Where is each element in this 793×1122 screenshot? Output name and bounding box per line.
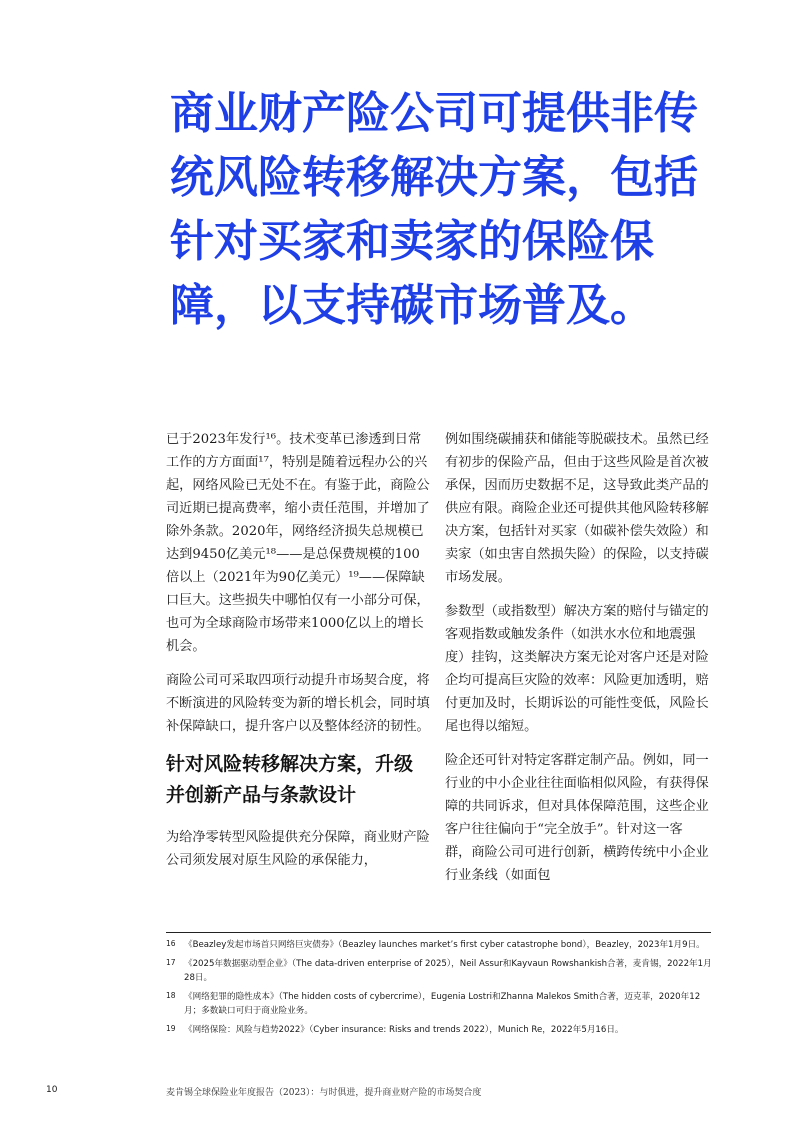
- headline: 商业财产险公司可提供非传统风险转移解决方案，包括针对买家和卖家的保险保障，以支持碳市场普及。: [170, 88, 698, 331]
- body-paragraph: 商险公司可采取四项行动提升市场契合度，将不断演进的风险转变为新的增长机会，同时填补保障缺口，提升客户以及整体经济的韧性。: [166, 673, 430, 734]
- footnote-number: 19: [166, 1024, 176, 1033]
- body-paragraph: 例如围绕碳捕获和储能等脱碳技术。虽然已经有初步的保险产品，但由于这些风险是首次被承保，因而历史数据不足，这导致此类产品的供应有限。商险企业还可提供其他风险转移解决方案，包括针对买家（如碳补偿失效险）和卖家（如虫害自然损失险）的保险，以支持碳市场发展。: [445, 432, 709, 585]
- running-title: 麦肯锡全球保险业年度报告（2023）：与时俱进，提升商业财产险的市场契合度: [166, 1088, 482, 1098]
- footnote: [166, 1023, 714, 1037]
- footnote-number: 17: [166, 958, 176, 967]
- footnotes: [166, 938, 714, 1042]
- right-column: [445, 428, 709, 898]
- body-paragraph: 险企还可针对特定客群定制产品。例如，同一行业的中小企业往往面临相似风险，有获得保障的共同诉求，但对具体保障范围，这些企业客户往往偏向于“完全放手”。针对这一客群，商险公司可进行创新，横跨传统中小企业行业条线（如面包: [445, 753, 709, 883]
- footnote: [166, 938, 714, 952]
- footnote: [166, 990, 714, 1018]
- footnote-number: 16: [166, 939, 176, 948]
- footnote-number: 18: [166, 991, 176, 1000]
- page-number: 10: [46, 1085, 58, 1095]
- footnote-divider: [166, 932, 711, 933]
- body-paragraph: 为给净零转型风险提供充分保障，商业财产险公司须发展对原生风险的承保能力，: [166, 830, 430, 868]
- section-heading: 针对风险转移解决方案，升级并创新产品与条款设计: [166, 753, 414, 806]
- footnote: [166, 957, 714, 985]
- footnote-text: 《2025年数据驱动型企业》（The data-driven enterprise of 2025），Neil Assur和Kayvaun Rowshankish合著，麦肯锡，2022年1月28日。: [184, 959, 712, 983]
- body-paragraph: 已于2023年发行¹⁶。技术变革已渗透到日常工作的方方面面¹⁷，特别是随着远程办公的兴起，网络风险已无处不在。有鉴于此，商险公司近期已提高费率，缩小责任范围，并增加了除外条款。2020年，网络经济损失总规模已达到9450亿美元¹⁸——是总保费规模的100倍以上（2021年为90亿美元）¹⁹——保障缺口巨大。这些损失中哪怕仅有一小部分可保，也可为全球商险市场带来1000亿以上的增长机会。: [166, 432, 430, 654]
- footnote-text: 《网络犯罪的隐性成本》（The hidden costs of cybercrime），Eugenia Lostri和Zhanna Malekos Smith合著，迈克菲，2020年12月；多数缺口可归于商业险业务。: [184, 992, 701, 1016]
- left-column: [166, 428, 430, 883]
- footnote-text: 《网络保险：风险与趋势2022》（Cyber insurance: Risks and trends 2022），Munich Re，2022年5月16日。: [184, 1025, 624, 1035]
- body-paragraph: 参数型（或指数型）解决方案的赔付与锚定的客观指数或触发条件（如洪水水位和地震强度）挂钩，这类解决方案无论对客户还是对险企均可提高巨灾险的效率：风险更加透明，赔付更加及时，长期诉讼的可能性变低，风险长尾也得以缩短。: [445, 604, 709, 734]
- footnote-text: 《Beazley发起市场首只网络巨灾债券》（Beazley launches market’s first cyber catastrophe bond），Beazley，2023年1月9日。: [184, 940, 705, 950]
